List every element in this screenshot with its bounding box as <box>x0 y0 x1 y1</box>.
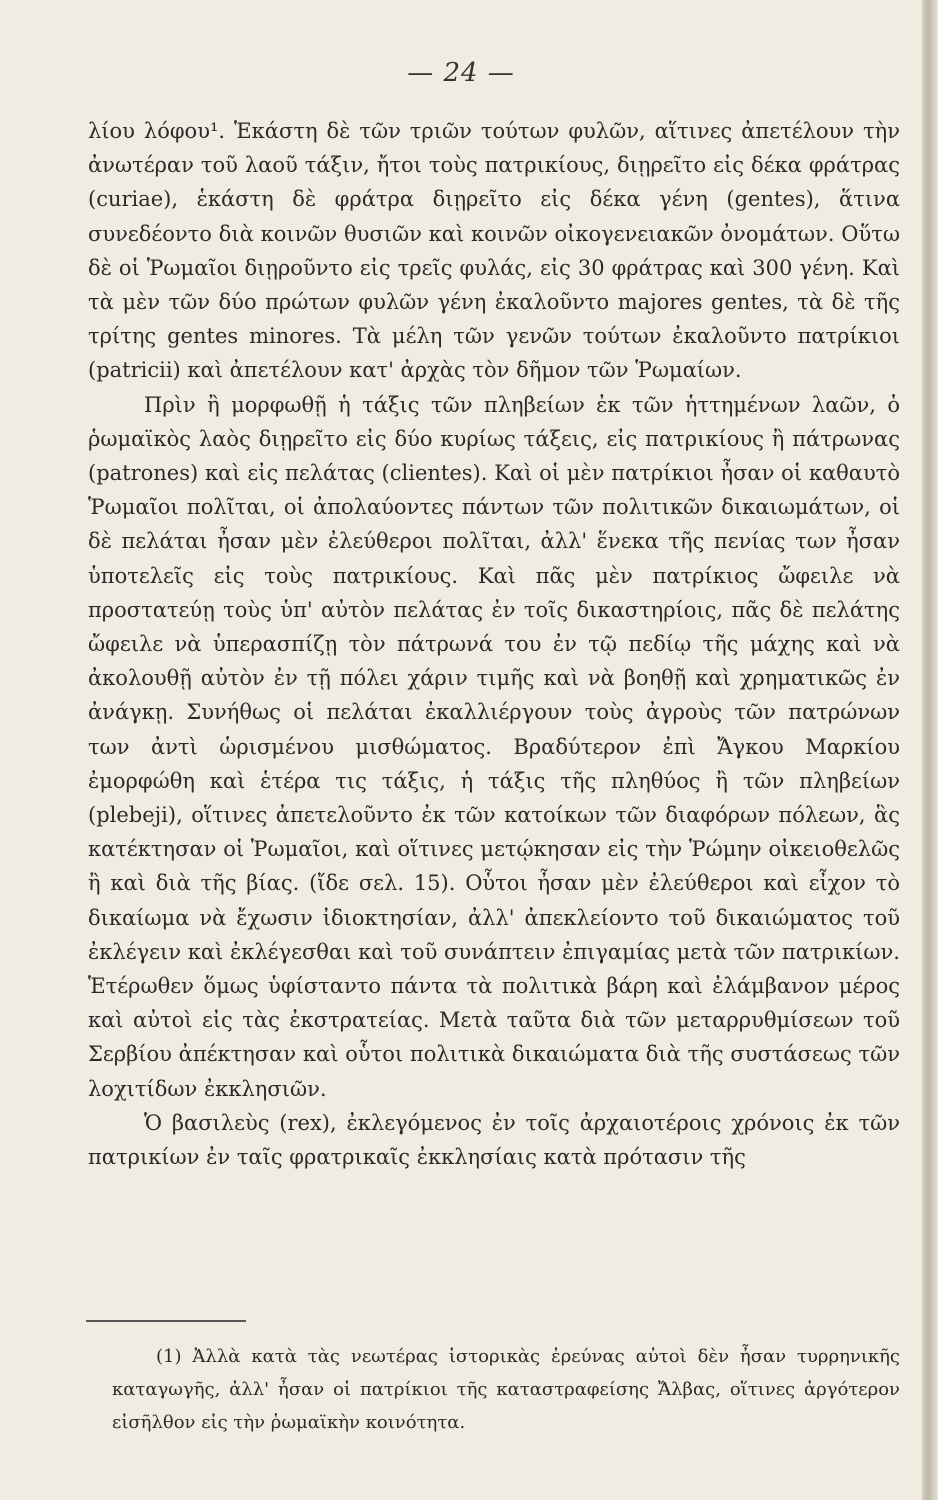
paragraph-2: Πρὶν ἢ μορφωθῇ ἡ τάξις τῶν πληβείων ἐκ τῶν ἡττημένων λαῶν, ὁ ῥωμαϊκὸς λαὸς διῃρεῖτο εἰς δύο κυρίως τάξεις, εἰς πατρικίους ἢ πάτρωνας (patrones) καὶ εἰς πελάτας (clientes). Καὶ οἱ μὲν πατρίκιοι ἦσαν οἱ καθαυτὸ Ῥωμαῖοι πολῖται, οἱ ἀπολαύοντες πάντων τῶν πολιτικῶν δικαιωμάτων, οἱ δὲ πελάται ἦσαν μὲν ἐλεύθεροι πολῖται, ἀλλ' ἕνεκα τῆς πενίας των ἦσαν ὑποτελεῖς εἰς τοὺς πατρικίους. Καὶ πᾶς μὲν πατρίκιος ὤφειλε νὰ προστατεύῃ τοὺς ὑπ' αὐτὸν πελάτας ἐν τοῖς δικαστηρίοις, πᾶς δὲ πελάτης ὤφειλε νὰ ὑπερασπίζῃ τὸν πάτρωνά του ἐν τῷ πεδίῳ τῆς μάχης καὶ νὰ ἀκολουθῇ αὐτὸν ἐν τῇ πόλει χάριν τιμῆς καὶ νὰ βοηθῇ καὶ χρηματικῶς ἐν ἀνάγκῃ. Συνήθως οἱ πελάται ἐκαλλιέργουν τοὺς ἀγροὺς τῶν πατρώνων των ἀντὶ ὡρισμένου μισθώματος. Βραδύτερον ἐπὶ Ἄγκου Μαρκίου ἐμορφώθη καὶ ἑτέρα τις τάξις, ἡ τάξις τῆς πληθύος ἢ τῶν πληβείων (plebeji), οἵτινες ἀπετελοῦντο ἐκ τῶν κατοίκων τῶν διαφόρων πόλεων, ἃς κατέκτησαν οἱ Ῥωμαῖοι, καὶ οἵτινες μετῴκησαν εἰς τὴν Ῥώμην οἰκειοθελῶς ἢ καὶ διὰ τῆς βίας. (ἴδε σελ. 15). Οὗτοι ἦσαν μὲν ἐλεύθεροι καὶ εἶχον τὸ δικαίωμα νὰ ἔχωσιν ἰδιοκτησίαν, ἀλλ' ἀπεκλείοντο τοῦ δικαιώματος τοῦ ἐκλέγειν καὶ ἐκλέγεσθαι καὶ τοῦ συνάπτειν ἐπιγαμίας μετὰ τῶν πατρικίων. Ἑτέρωθεν ὅμως ὑφίσταντο πάντα τὰ πολιτικὰ βάρη καὶ ἐλάμβανον μέρος καὶ αὐτοὶ εἰς τὰς ἐκστρατείας. Μετὰ ταῦτα διὰ τῶν μεταρρυθμίσεων τοῦ Σερβίου ἀπέκτησαν καὶ οὗτοι πολιτικὰ δικαιώματα διὰ τῆς συστάσεως τῶν λοχιτίδων ἐκκλησιῶν. <box>88 392 900 1101</box>
footnote-divider <box>86 1320 246 1322</box>
paragraph-1: λίου λόφου¹. Ἑκάστη δὲ τῶν τριῶν τούτων φυλῶν, αἵτινες ἀπετέλουν τὴν ἀνωτέραν τοῦ λαοῦ τάξιν, ἤτοι τοὺς πατρικίους, διῃρεῖτο εἰς δέκα φράτρας (curiae), ἑκάστη δὲ φράτρα διῃρεῖτο εἰς δέκα γένη (gentes), ἅτινα συνεδέοντο διὰ κοινῶν θυσιῶν καὶ κοινῶν οἰκογενειακῶν ὀνομάτων. Οὕτω δὲ οἱ Ῥωμαῖοι διῃροῦντο εἰς τρεῖς φυλάς, εἰς 30 φράτρας καὶ 300 γένη. Καὶ τὰ μὲν τῶν δύο πρώτων φυλῶν γένη ἐκαλοῦντο majores gentes, τὰ δὲ τῆς τρίτης gentes minores. Τὰ μέλη τῶν γενῶν τούτων ἐκαλοῦντο πατρίκιοι (patricii) καὶ ἀπετέλουν κατ' ἀρχὰς τὸν δῆμον τῶν Ῥωμαίων. <box>88 119 900 383</box>
paragraph-3: Ὁ βασιλεὺς (rex), ἐκλεγόμενος ἐν τοῖς ἀρχαιοτέροις χρόνοις ἐκ τῶν πατρικίων ἐν ταῖς φρατρικαῖς ἐκκλησίαις κατὰ πρότασιν τῆς <box>88 1110 900 1170</box>
footnote-text: (1) Ἀλλὰ κατὰ τὰς νεωτέρας ἱστορικὰς ἐρεύνας αὐτοὶ δὲν ἦσαν τυρρηνικῆς καταγωγῆς, ἀλλ' ἦσαν οἱ πατρίκιοι τῆς καταστραφείσης Ἄλβας, οἵτινες ἀργότερον εἰσῆλθον εἰς τὴν ῥωμαϊκὴν κοινότητα. <box>112 1346 900 1433</box>
main-text <box>88 114 900 1174</box>
page-number: — 24 — <box>407 58 515 88</box>
footnote <box>112 1340 900 1439</box>
page-binding-edge <box>922 0 938 1500</box>
